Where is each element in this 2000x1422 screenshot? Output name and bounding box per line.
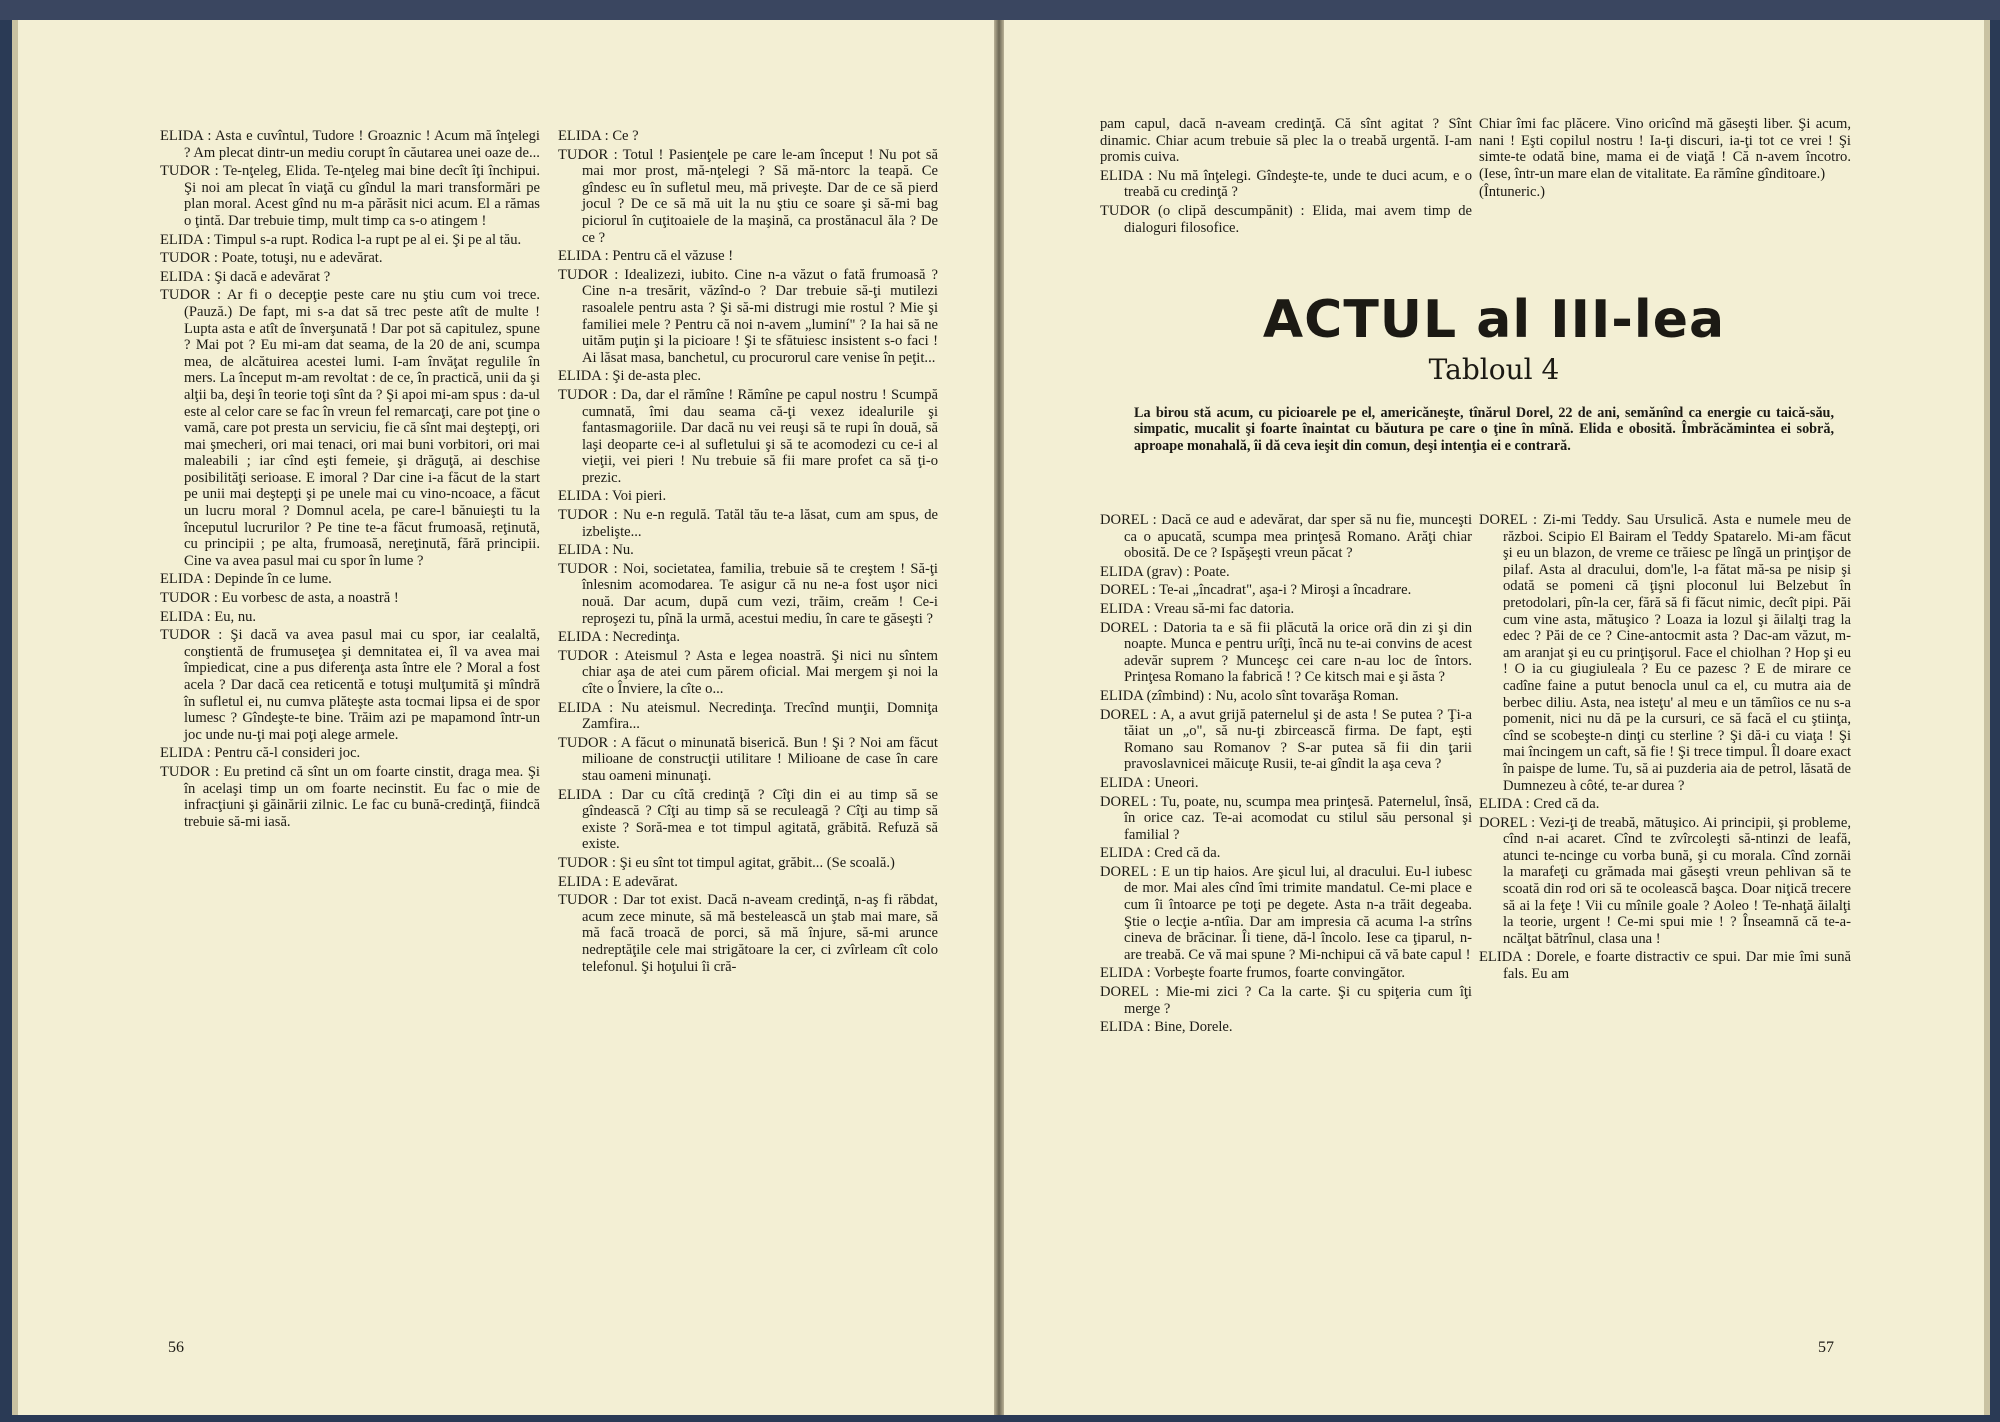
dialogue-paragraph: TUDOR : Idealizezi, iubito. Cine n-a văzut o fată frumoasă ? Cine n-a tresărit, văzînd-o ? Dar trebuie să-ţi mutilezi rasoalele pentru asta ? Şi să-mi distrugi mie rostul ? Mie şi familiei mele ? Pentru că noi n-avem „luminí" ? Ia hai să ne uităm puţin şi la picioare ! Şi te sfătuiesc insistent s-o faci ! Ai lăsat masa, banchetul, cu procurorul care venise în peţit... [558, 266, 938, 366]
stage-direction: La birou stă acum, cu picioarele pe el, americăneşte, tînărul Dorel, 22 de ani, semănînd ca energie cu taică-său, simpatic, mucalit şi foarte înaintat cu băutura pe care o ţine în mînă. Elida e obosită. Îmbrăcămintea ei sobră, aproape monahală, îi dă ceva ieşit din comun, deşi intenţia ei e contrară. [1134, 405, 1834, 454]
right-column-3 [1100, 512, 1472, 1038]
dialogue-paragraph: ELIDA (grav) : Poate. [1100, 563, 1230, 580]
dialogue-paragraph: TUDOR : Da, dar el rămîne ! Rămîne pe capul nostru ! Scumpă cumnată, îmi dau seama că-ţi vexez idealurile şi fantasmagoriile. Dar dacă nu vei reuşi să te rupi în două, să laşi deoparte ce-i al sufletului şi să te acomodezi cu ce-i al vieţii, vei pieri ! Nu trebuie să fii mare profet ca să ţi-o prezic. [558, 386, 938, 486]
dialogue-paragraph: DOREL : Zi-mi Teddy. Sau Ursulică. Asta e numele meu de război. Scipio El Bairam el Teddy Spatarelo. Mi-am făcut şi eu un blazon, de vreme ce trăiesc pe lîngă un prinţişor de pilaf. Asta al dracului, dom'le, l-a fătat mă-sa pe nisip şi odată se pomeni că ţişni ploconul lui Belzebut în pretodolari, pîn-la cer, fără să fi făcut nimic, decît pipi. Păi cum vine asta, mătuşico ? Loaza ia lozul şi ăilalţi trag la edec ? Păi de ce ? Cine-antocmit asta ? Dac-am văzut, m-am aranjat şi eu cu prinţişorul. Face el chiolhan ? Hop şi eu ! O ia cu giugiuleala ? Eu ce pazesc ? E de mirare ce cadîne faine a putut benocla unul ca el, cu mutra aia de berbec diliu. Asta, nea isteţu' al meu e un tămîios ce nu s-a pomenit, nici nu dă pe la cursuri, ce să facă el cu ştiinţa, cînd se scobeşte-n dinţi cu sterline ? Şi dă-i cu viaţa ! Şi mai încingem un caft, să fie ! Şi trece timpul. Îl doare exact în paispe de lume. Tu, să ai puzderia aia de petrol, lăsată de Dumnezeu à côté, te-ar durea ? [1479, 512, 1851, 794]
dialogue-paragraph: ELIDA : Timpul s-a rupt. Rodica l-a rupt pe al ei. Şi pe al tău. [160, 231, 522, 248]
dialogue-paragraph: (Întuneric.) [1479, 184, 1546, 201]
dialogue-paragraph: TUDOR : Ateismul ? Asta e legea noastră. Şi nici nu sîntem chiar aşa de atei cum părem oficial. Mai mergem şi noi la cîte o Înviere, la cîte o... [558, 647, 938, 697]
dialogue-paragraph: DOREL : Tu, poate, nu, scumpa mea prinţesă. Paternelul, însă, în orice caz. Te-ai acomodat cu stilul său personal şi familial ? [1100, 793, 1472, 843]
left-column-2 [558, 128, 938, 977]
dialogue-paragraph: TUDOR : Eu pretind că sînt un om foarte cinstit, draga mea. Şi în acelaşi timp un om foarte necinstit. Eu fac o mie de infracţiuni şi găinării zilnic. Le fac cu bună-credinţă, fiindcă trebuie să-mi iasă. [160, 763, 540, 830]
dialogue-paragraph: TUDOR : Dar tot exist. Dacă n-aveam credinţă, n-aş fi răbdat, acum zece minute, să mă bestelească un ştab mai mare, să mă facă troacă de porci, să mă înjure, să-mi arunce nedreptăţile cele mai strigătoare la cer, ci zvîrleam cît colo telefonul. Şi hoţului îi cră- [558, 892, 938, 975]
dialogue-paragraph: TUDOR : Şi dacă va avea pasul mai cu spor, iar cealaltă, conştientă de frumuseţea şi demnitatea ei, îl va avea mai împiedicat, cine a pus diferenţa asta între ele ? Moral a fost acela ? Dar dacă cea reticentă e totuşi mulţumită şi mîndră în sufletul ei, nu cumva plăteşte asta tocmai lipsa ei de spor lumesc ? Gîndeşte-te bine. Trăim azi pe mapamond într-un joc unde nu-ţi mai poţi alege armele. [160, 627, 540, 743]
dialogue-paragraph: ELIDA : Cred că da. [1479, 796, 1600, 813]
dialogue-paragraph: TUDOR : A făcut o minunată biserică. Bun ! Şi ? Noi am făcut milioane de construcţii utilitare ! Milioane de case în care stau oameni minunaţi. [558, 734, 938, 784]
dialogue-paragraph: TUDOR : Totul ! Pasienţele pe care le-am început ! Nu pot să mai mor prost, mă-nţelegi ? Să mă-ntorc la teapă. Ce gîndesc eu în sufletul meu, mă priveşte. Dar de ce să pierd jocul ? De ce să mă uit la nu ştiu ce soare şi să-mi bag piciorul în cuţitoaiele de la maşină, ca prostănacul ăla ? De ce ? [558, 146, 938, 246]
dialogue-paragraph: DOREL : Te-ai „încadrat", aşa-i ? Miroşi a încadrare. [1100, 582, 1412, 599]
dialogue-paragraph: ELIDA : Depinde în ce lume. [160, 571, 332, 588]
dialogue-paragraph: ELIDA : Uneori. [1100, 774, 1199, 791]
dialogue-paragraph: TUDOR : Ar fi o decepţie peste care nu ştiu cum voi trece. (Pauză.) De fapt, mi s-a dat să trec peste atît de multe ! Lupta asta e atît de înverşunată ! Dar pot să capitulez, spune ? Mai pot ? Eu mi-am dat seama, de la 20 de ani, scumpa mea, de alcătuirea acestei lumi. I-am învăţat regulile în mers. La început m-am revoltat : de ce, în practică, unii da şi alţii ba, deşi în teorie toţi sînt da ? Şi apoi mi-am spus : da-ul este al celor care se fac în vreun fel remarcaţi, care pot ţine o vamă, care pot presta un serviciu, fie că sînt mai deştepţi, ori mai şmecheri, ori mai tenaci, ori mai buni vorbitori, ori mai maleabili ; iar cînd eşti femeie, şi drăguţă, ai deschise posibilităţi serioase. E imoral ? Dar cine i-a făcut de la start pe unii mai deştepţi şi pe unele mai cu vino-ncoace, a făcut un lucru moral ? Domnul acela, pe care-l bănuieşti tu la începutul lucrurilor ? Pe tine te-a făcut frumoasă, reţinută, cu principii ; pe alta, frumoasă, nereţinută, fără principii. Cine va avea pasul mai cu spor în lume ? [160, 287, 540, 569]
dialogue-paragraph: DOREL : Dacă ce aud e adevărat, dar sper să nu fie, munceşti ca o apucată, scumpa mea prinţesă Romano. Arăţi chiar obosită. De ce ? Ispăşeşti vreun păcat ? [1100, 512, 1472, 562]
page-number-left: 56 [168, 1339, 184, 1356]
book-gutter [994, 20, 1004, 1415]
dialogue-paragraph: TUDOR : Eu vorbesc de asta, a noastră ! [160, 590, 399, 607]
dialogue-paragraph: TUDOR (o clipă descumpănit) : Elida, mai avem timp de dialoguri filosofice. [1100, 202, 1472, 236]
scene-title: Tabloul 4 [1428, 353, 1560, 386]
dialogue-paragraph: DOREL : Datoria ta e să fii plăcută la orice oră din zi şi din noapte. Munca e pentru urîţi, încă nu te-ai convins de acest adevăr suprem ? Munceşc cei care n-au loc de întors. Prinţesa Romano la fabrică ! ? Ce kitsch mai e şi ăsta ? [1100, 619, 1472, 686]
dialogue-paragraph: ELIDA : Bine, Dorele. [1100, 1019, 1233, 1036]
left-page [12, 20, 994, 1415]
dialogue-paragraph: ELIDA : Cred că da. [1100, 845, 1221, 862]
dialogue-paragraph: ELIDA : Asta e cuvîntul, Tudore ! Groaznic ! Acum mă înţelegi ? Am plecat dintr-un mediu corupt în căutarea unei oaze de... [160, 128, 540, 161]
right-column-2 [1479, 116, 1851, 203]
dialogue-paragraph: TUDOR : Poate, totuşi, nu e adevărat. [160, 250, 383, 267]
dialogue-paragraph: ELIDA : Necredinţa. [558, 629, 680, 646]
dialogue-paragraph: ELIDA : Nu. [558, 542, 634, 559]
dialogue-paragraph: TUDOR : Noi, societatea, familia, trebuie să te creştem ! Să-ţi înlesnim acomodarea. Te asigur că nu ne-a fost uşor nici nouă. Dar acum, după cum vezi, trăim, creăm ! Ce-i reproşezi tu, pînă la urmă, acestui mediu, în care te găseşti ? [558, 560, 938, 627]
dialogue-paragraph: ELIDA : Nu ateismul. Necredinţa. Trecînd munţii, Domniţa Zamfira... [558, 699, 938, 733]
left-column-1 [160, 128, 540, 832]
dialogue-paragraph: ELIDA : Ce ? [558, 128, 639, 144]
dialogue-paragraph: ELIDA : Dar cu cîtă credinţă ? Cîţi din ei au timp să se gîndească ? Cîţi au timp să se reculeagă ? Cîţi au timp să existe ? Soră-mea e tot timpul agitată, grăbită. Refuză să existe. [558, 786, 938, 853]
dialogue-paragraph: ELIDA : Vorbeşte foarte frumos, foarte convingător. [1100, 965, 1406, 982]
right-column-1 [1100, 116, 1472, 238]
dialogue-paragraph: DOREL : Vezi-ţi de treabă, mătuşico. Ai principii, şi probleme, cînd n-ai acaret. Cînd te zvîrcoleşti să-ntinzi de leafă, atunci te-ncinge cu vorba bună, şi cu morala. Cînd zornăi la marafeţi cu grămada mai găseşti vreun pehlivan să te scoată din rod ori să te ocolească başca. Doar niţică trecere să ai la feţe ! Vii cu mînile goale ? Aoleo ! Te-nhaţă ăilalţi la teorie, urgent ! Ce-mi spui mie ! ? Înseamnă că te-a-ncălţat bătrînul, clasa una ! [1479, 814, 1851, 947]
dialogue-paragraph: DOREL : Mie-mi zici ? Ca la carte. Şi cu spiţeria cum îţi merge ? [1100, 984, 1472, 1017]
dialogue-paragraph: ELIDA : Voi pieri. [558, 488, 667, 505]
dialogue-paragraph: TUDOR : Te-nţeleg, Elida. Te-nţeleg mai bine decît îţi închipui. Şi noi am plecat în viaţă cu gîndul la mari transformări pe plan moral. Acest gînd nu m-a părăsit nici acum. El a rămas o ţintă. Dar trebuie timp, mult timp ca s-o atingem ! [160, 163, 540, 229]
dialogue-paragraph: TUDOR : Şi eu sînt tot timpul agitat, grăbit... (Se scoală.) [558, 854, 895, 871]
dialogue-paragraph: ELIDA : E adevărat. [558, 873, 678, 890]
dialogue-paragraph: DOREL : E un tip haios. Are şicul lui, al dracului. Eu-l iubesc de mor. Mai ales cînd îmi trimite mandatul. Ce-mi place e cum îi întoarce pe toţi pe degete. Asta n-a trăit degeaba. Ştie o lecţie a-ntîia. Dar am impresia că acuma l-a strîns cineva de brăcinar. Îi tiene, dă-l încolo. Iese ca ţiparul, n-are treabă. Ce vă mai spune ? Mi-nchipui că vă bate capul ! [1100, 863, 1472, 963]
dialogue-paragraph: ELIDA : Nu mă înţelegi. Gîndeşte-te, unde te duci acum, e o treabă cu credinţă ? [1100, 167, 1472, 201]
dialogue-paragraph: DOREL : A, a avut grijă paternelul şi de asta ! Se putea ? Ţi-a tăiat un „o", să nu-ţi zbircească firma. De fapt, eşti Romano sau Romanov ? S-ar putea să fii din ţarii pravoslavnicei măicuţe Rusii, te-ai gîndit la aşa ceva ? [1100, 706, 1472, 773]
dialogue-paragraph: ELIDA : Dorele, e foarte distractiv ce spui. Dar mie îmi sună fals. Eu am [1479, 949, 1851, 983]
dialogue-paragraph: Chiar îmi fac plăcere. Vino oricînd mă găseşti liber. Şi acum, nani ! Eşti copilul nostru ! Ia-ţi discuri, ia-ţi tot ce vrei ! Şi simte-te odată bine, mama ei de viaţă ! Că n-avem încotro. (Iese, într-un mare elan de vitalitate. Ea rămîne gînditoare.) [1479, 116, 1851, 182]
page-number-right: 57 [1818, 1339, 1834, 1356]
dialogue-paragraph: ELIDA (zîmbind) : Nu, acolo sînt tovarăşa Roman. [1100, 687, 1399, 704]
right-page [1004, 20, 1990, 1415]
right-column-4 [1479, 512, 1851, 985]
dialogue-paragraph: ELIDA : Vreau să-mi fac datoria. [1100, 600, 1295, 617]
dialogue-paragraph: pam capul, dacă n-aveam credinţă. Că sînt agitat ? Sînt dinamic. Chiar acum trebuie să plec la o treabă urgentă. I-am promis cuiva. [1100, 116, 1472, 166]
dialogue-paragraph: TUDOR : Nu e-n regulă. Tatăl tău te-a lăsat, cum am spus, de izbelişte... [558, 507, 938, 540]
dialogue-paragraph: ELIDA : Pentru că-l consideri joc. [160, 745, 361, 762]
act-title: ACTUL al III-lea [1262, 290, 1726, 350]
dialogue-paragraph: ELIDA : Şi dacă e adevărat ? [160, 268, 331, 285]
background-strip [0, 0, 2000, 20]
dialogue-paragraph: ELIDA : Eu, nu. [160, 608, 257, 625]
dialogue-paragraph: ELIDA : Pentru că el văzuse ! [558, 248, 734, 265]
dialogue-paragraph: ELIDA : Şi de-asta plec. [558, 368, 702, 385]
